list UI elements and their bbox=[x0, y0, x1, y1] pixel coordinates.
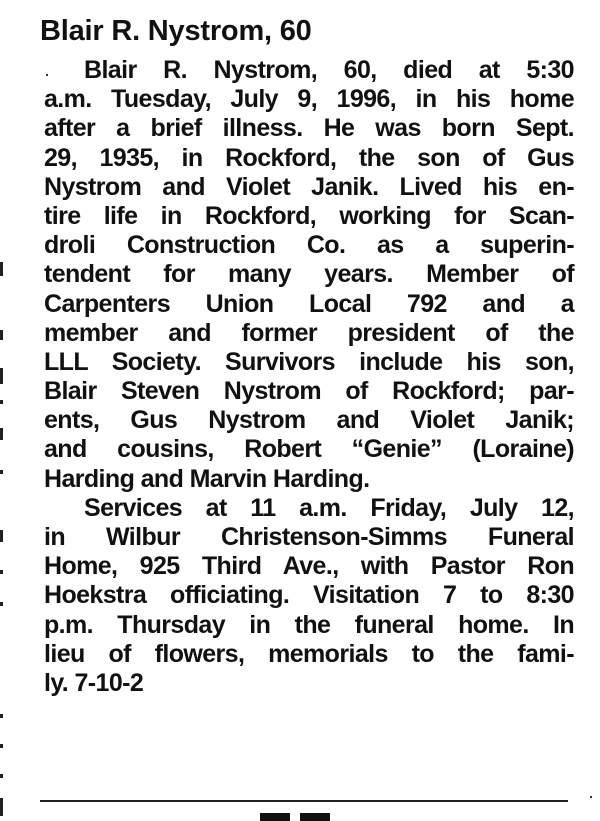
text-line: tire life in Rockford, working for Scan- bbox=[44, 201, 574, 230]
neighbor-column-fragment bbox=[0, 530, 3, 542]
column-divider-rule bbox=[40, 800, 568, 802]
text-line: Hoekstra officiating. Visitation 7 to 8:30 bbox=[44, 581, 574, 610]
neighbor-column-fragment bbox=[0, 470, 3, 474]
print-speck bbox=[590, 796, 592, 798]
neighbor-column-fragment bbox=[0, 400, 3, 404]
next-headline-fragment bbox=[260, 812, 344, 821]
text-line: Harding and Marvin Harding. bbox=[44, 464, 370, 493]
neighbor-column-fragment bbox=[0, 602, 3, 606]
neighbor-column-fragment bbox=[0, 330, 3, 340]
neighbor-column-fragment bbox=[0, 368, 3, 384]
text-line: Blair Steven Nystrom of Rockford; par- bbox=[44, 377, 574, 406]
text-line: tendent for many years. Member of bbox=[44, 260, 574, 289]
text-line: 29, 1935, in Rockford, the son of Gus bbox=[44, 143, 574, 172]
neighbor-column-fragment bbox=[0, 798, 3, 816]
neighbor-column-fragment bbox=[0, 714, 3, 718]
text-line: Services at 11 a.m. Friday, July 12, bbox=[84, 493, 574, 522]
text-line: Nystrom and Violet Janik. Lived his en- bbox=[44, 172, 574, 201]
text-line: LLL Society. Survivors include his son, bbox=[44, 347, 574, 376]
text-line: after a brief illness. He was born Sept. bbox=[44, 114, 574, 143]
text-line: droli Construction Co. as a superin- bbox=[44, 231, 574, 260]
obituary-body bbox=[44, 56, 574, 698]
print-speck bbox=[46, 74, 48, 76]
neighbor-column-fragment bbox=[0, 744, 3, 748]
neighbor-column-fragment bbox=[0, 428, 3, 440]
text-line: and cousins, Robert “Genie” (Loraine) bbox=[44, 435, 574, 464]
obituary-paragraph-services bbox=[44, 494, 574, 698]
neighbor-column-fragment bbox=[0, 774, 3, 778]
text-line: lieu of flowers, memorials to the fami- bbox=[44, 639, 574, 668]
neighbor-column-fragment bbox=[0, 570, 3, 574]
text-line: ents, Gus Nystrom and Violet Janik; bbox=[44, 406, 574, 435]
text-line: p.m. Thursday in the funeral home. In bbox=[44, 610, 574, 639]
neighbor-column-fragment bbox=[0, 262, 3, 276]
text-line: member and former president of the bbox=[44, 318, 574, 347]
text-line: Home, 925 Third Ave., with Pastor Ron bbox=[44, 552, 574, 581]
text-line: in Wilbur Christenson-Simms Funeral bbox=[44, 523, 574, 551]
obituary-headline: Blair R. Nystrom, 60 bbox=[40, 15, 312, 47]
text-line: a.m. Tuesday, July 9, 1996, in his home bbox=[44, 85, 574, 114]
obituary-paragraph-death-notice bbox=[44, 56, 574, 494]
text-line: Blair R. Nystrom, 60, died at 5:30 bbox=[84, 56, 574, 84]
text-line: ly. 7-10-2 bbox=[44, 668, 144, 697]
text-line: Carpenters Union Local 792 and a bbox=[44, 289, 574, 318]
